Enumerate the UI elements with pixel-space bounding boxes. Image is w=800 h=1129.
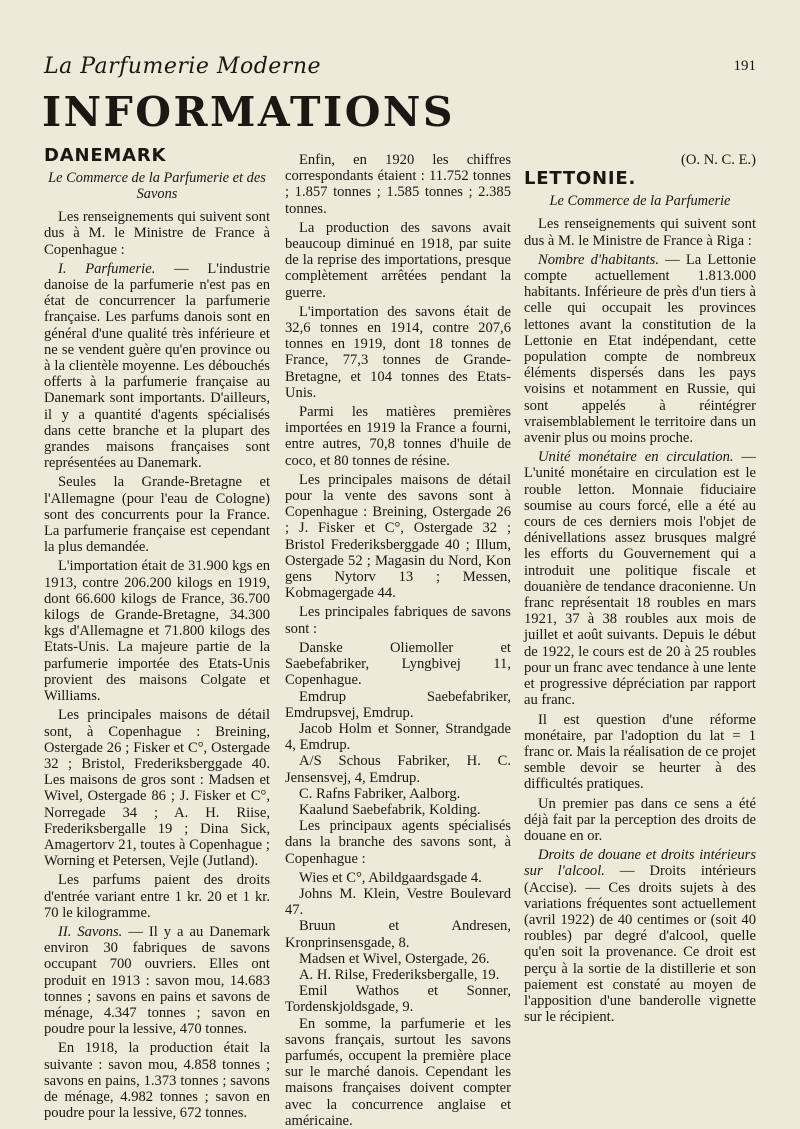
paragraph-savons: II. Savons. — Il y a au Danemark environ 30 fabriques de savons occupant 700 ouvriers. Elles ont produit en 1913 : savon mou, 14.683 tonnes ; savons en pains et savons de ménage, 4.347 tonnes ; savon en poudre pour la lessive, 470 tonnes.	[44, 923, 270, 1038]
list-item: Emdrup Saebefabriker, Emdrupsvej, Emdrup.	[285, 688, 511, 721]
paragraph: L'importation était de 31.900 kgs en 1913, contre 206.200 kilogs en 1919, dont 66.600 kilogs de France, 36.700 kilogs de Grande-Bretagne, 34.300 kgs d'Allemagne et 71.800 kilogs des Etats-Unis. La majeure partie de la parfumerie importée des Etats-Unis provient des maisons Colgate et Williams.	[44, 558, 270, 705]
agents-list	[285, 870, 511, 1016]
list-item: Danske Oliemoller et Saebefabriker, Lyngbivej 11, Copenhague.	[285, 639, 511, 689]
section-heading-danemark: DANEMARK	[44, 145, 167, 166]
paragraph: Les principales fabriques de savons sont :	[285, 604, 511, 637]
paragraph: L'importation des savons était de 32,6 tonnes en 1914, contre 207,6 tonnes en 1919, dont 18 tonnes de France, 77,3 tonnes de Grande-Bretagne, et 104 tonnes des Etats-Unis.	[285, 303, 511, 401]
journal-title: La Parfumerie Moderne	[44, 54, 322, 79]
section-subtitle-danemark: Le Commerce de la Parfumerie et des Savons	[48, 170, 266, 203]
list-item: Jacob Holm et Sonner, Strandgade 4, Emdrup.	[285, 720, 511, 754]
run-in-label: Unité monétaire en circulation.	[538, 449, 734, 466]
paragraph-monnaie: Unité monétaire en circulation. — L'unité monétaire en circulation est le rouble letton. Monnaie fiduciaire soumise au cours forcé, elle a été au cours de ces derniers mois l'objet de dénivellations assez brusques malgré les efforts du Gouvernement qui a introduit une politique fiscale et douanière de tendance draconienne. Un franc représentait 18 roubles en mars 1921, 37 à 38 roubles aux mois de juillet et août suivants. Depuis le début de 1922, le cours est de 20 à 25 roubles pour un franc avec tendance à une lente et progressive dépréciation par rapport au franc.	[524, 449, 756, 709]
page-title: INFORMATIONS	[42, 88, 455, 136]
signature: (O. N. C. E.)	[681, 152, 756, 168]
paragraph-intro: Les renseignements qui suivent sont dus à M. le Ministre de France à Copenhague :	[44, 209, 270, 258]
list-item: A/S Schous Fabriker, H. C. Jensensvej, 4, Emdrup.	[285, 753, 511, 786]
paragraph: Enfin, en 1920 les chiffres correspondants étaient : 11.752 tonnes ; 1.857 tonnes ; 1.585 tonnes ; 2.385 tonnes.	[285, 152, 511, 217]
paragraph-droits: Droits de douane et droits intérieurs sur l'alcool. — Droits intérieurs (Accise). — Ces droits sujets à des variations fréquentes sont actuellement (avril 1922) de 40 centimes or (soit 40 roubles) par degré d'alcool, quelle qu'en soit la provenance. Ce droit est perçu à la sortie de la distillerie et son paiement est constaté au moyen de l'apposition d'une banderolle vignette sur le récipient.	[524, 847, 756, 1026]
paragraph: En 1918, la production était la suivante : savon mou, 4.858 tonnes ; savons en pains, 1.373 tonnes ; savons de ménage, 4.982 tonnes ; savon en poudre pour la lessive, 672 tonnes.	[44, 1040, 270, 1122]
paragraph: Les principaux agents spécialisés dans la branche des savons sont, à Copenhague :	[285, 818, 511, 867]
list-item: A. H. Rilse, Frederiksbergalle, 19.	[299, 966, 500, 983]
paragraph: Il est question d'une réforme monétaire, par l'adoption du lat = 1 franc or. Mais la réalisation de ce projet semble devoir se heurter à des difficultés pratiques.	[524, 711, 756, 793]
paragraph: Parmi les matières premières importées en 1919 la France a fourni, entre autres, 70,8 tonnes d'huile de coco, et 80 tonnes de résine.	[285, 404, 511, 469]
paragraph-habitants: Nombre d'habitants. — La Lettonie compte actuellement 1.813.000 habitants. Inférieure de près d'un tiers à celle qui occupait les provinces lettones avant la constitution de la Lettonie en Etat indépendant, cette population compte de nombreux éléments dispersés dans les pays voisins et notamment en Russie, qui sont appelés à réintégrer vraisemblablement le territoire dans un avenir plus ou moins proche.	[524, 251, 757, 447]
paragraph: Seules la Grande-Bretagne et l'Allemagne (pour l'eau de Cologne) sont des concurrents pour la France. La parfumerie française est cependant la plus demandée.	[44, 474, 270, 556]
column-3	[524, 152, 756, 1072]
running-header	[44, 54, 756, 82]
run-in-label: I. Parfumerie.	[58, 260, 156, 277]
paragraph: Les principales maisons de détail pour la vente des savons sont à Copenhague : Breining, Ostergade 26 ; J. Fisker et C°, Ostergade 32 ; Bristol Frederiksberggade 40 ; Illum, Ostergade 52 ; Magasin du Nord, Kon gens Nytorv 13 ; Messen, Kobmagergade 44.	[285, 471, 511, 602]
run-in-label: II. Savons.	[58, 923, 123, 940]
paragraph: Un premier pas dans ce sens a été déjà fait par la perception des droits de douane en or.	[524, 795, 756, 844]
column-1	[44, 145, 270, 1122]
list-item: Kaalund Saebefabrik, Kolding.	[299, 801, 481, 818]
list-item: Emil Wathos et Sonner, Tordenskjoldsgade, 9.	[285, 983, 511, 1016]
page-number: 191	[733, 58, 756, 74]
list-item: Wies et C°, Abildgaardsgade 4.	[299, 869, 482, 886]
fabriques-list	[285, 640, 511, 818]
column-2	[285, 152, 511, 1129]
list-item: Bruun et Andresen, Kronprinsensgade, 8.	[285, 918, 511, 951]
paragraph: Les parfums paient des droits d'entrée variant entre 1 kr. 20 et 1 kr. 70 le kilogramme.	[44, 872, 270, 921]
run-in-label: Droits de douane et droits intérieurs sur l'alcool.	[524, 847, 756, 880]
list-item: Madsen et Wivel, Ostergade, 26.	[299, 950, 490, 967]
list-item: Johns M. Klein, Vestre Boulevard 47.	[285, 885, 511, 919]
paragraph: Les principales maisons de détail sont, à Copenhague : Breining, Ostergade 26 ; Fisker et C°, Ostergade 32 ; Bristol, Frederiksberggade 40. Les maisons de gros sont : Madsen et Wivel, Ostergade 86 ; J. Fisker et C°, Norregade 34 ; A. H. Riise, Frederiksbergalle 19 ; Dina Sick, Amagertorv 21, toutes à Copenhague ; Worning et Petersen, Vejle (Jutland).	[44, 707, 270, 870]
paragraph: La production des savons avait beaucoup diminué en 1918, par suite de la reprise des importations, presque complètement arrêtées pendant la guerre.	[285, 219, 511, 301]
paragraph: En somme, la parfumerie et les savons français, surtout les savons parfumés, occupent la première place sur le marché danois. Cependant les maisons françaises doivent compter avec la concurrence anglaise et américaine.	[285, 1015, 511, 1129]
section-subtitle-lettonie: Le Commerce de la Parfumerie	[549, 193, 731, 210]
paragraph-intro: Les renseignements qui suivent sont dus à M. le Ministre de France à Riga :	[524, 216, 756, 249]
run-in-label: Nombre d'habitants.	[538, 251, 660, 268]
paragraph-parfumerie: I. Parfumerie. — L'industrie danoise de la parfumerie n'est pas en état de concurrencer la parfumerie française. Les parfums danois sont en général d'une qualité très inférieure et ne se vendent guère qu'en province ou à la clientèle moyenne. Les débouchés offerts à la parfumerie française au Danemark sont importants. D'ailleurs, il y a quantité d'agents spécialisés dans cette branche et la plupart des grandes maisons françaises sont représentées au Danemark.	[44, 260, 270, 472]
section-heading-lettonie: LETTONIE.	[524, 168, 637, 190]
list-item: C. Rafns Fabriker, Aalborg.	[299, 785, 461, 802]
